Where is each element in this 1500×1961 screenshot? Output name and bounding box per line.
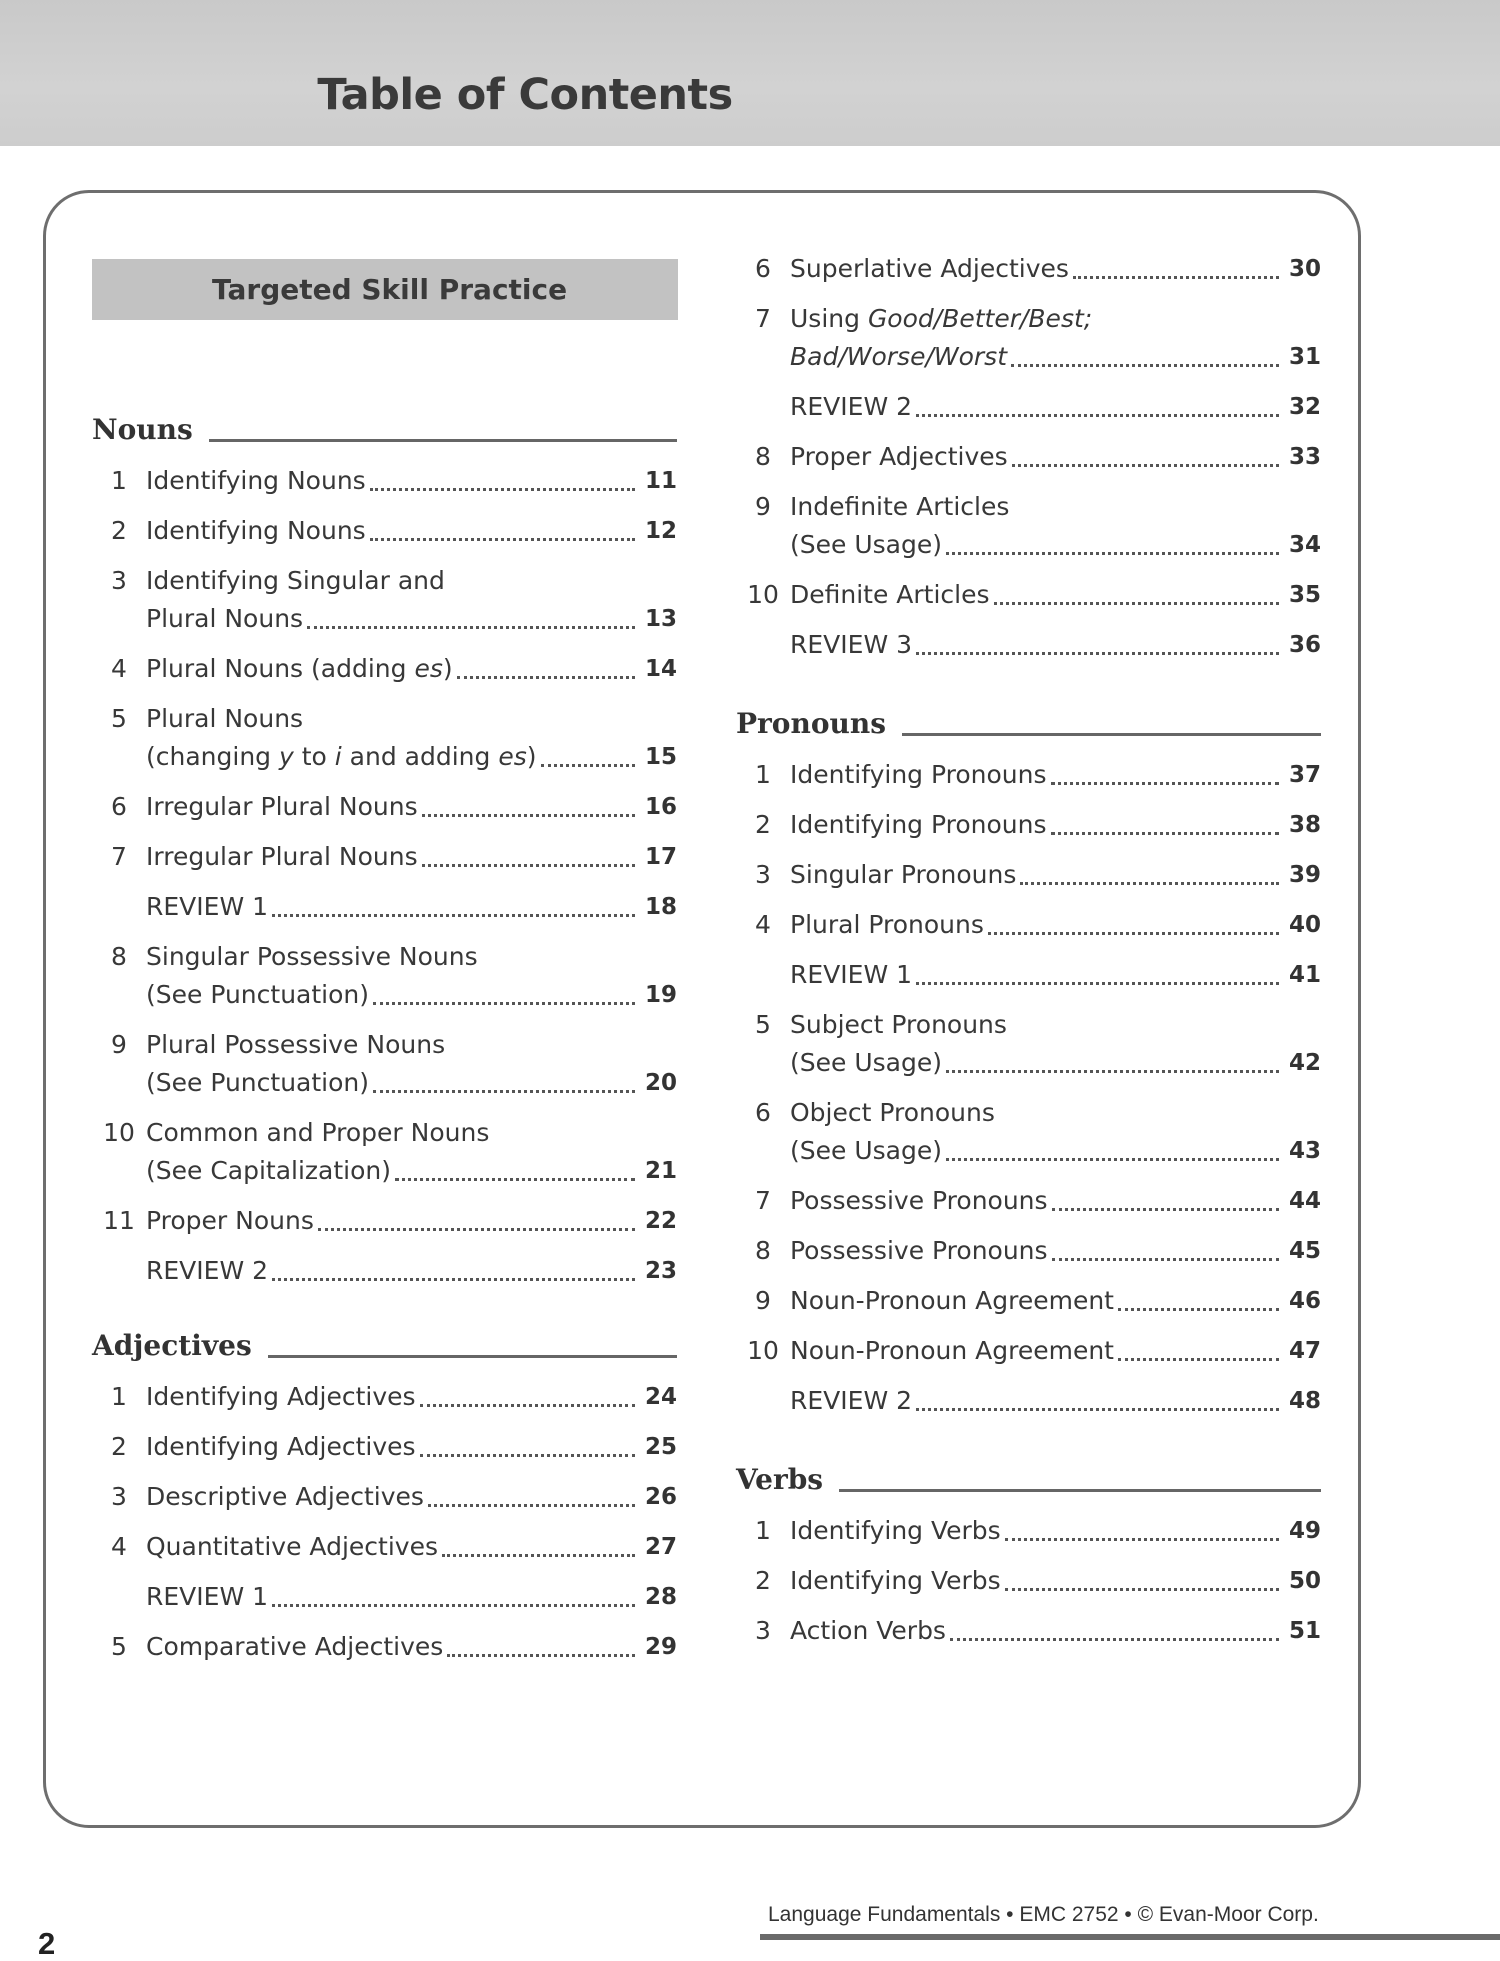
section-heading-nouns: Nouns [92, 392, 677, 444]
toc-entry[interactable]: 3 Action Verbs 51 [755, 1616, 1321, 1645]
toc-entry[interactable]: 1 Identifying Pronouns 37 [755, 760, 1321, 789]
toc-entry[interactable]: 11 Proper Nouns 22 [103, 1206, 677, 1235]
toc-entry[interactable]: 9 Indefinite Articles (See Usage) 34 [755, 492, 1321, 559]
section-banner: Targeted Skill Practice [92, 259, 678, 320]
toc-entry[interactable]: 1 Identifying Nouns 11 [111, 466, 677, 495]
toc-entry[interactable]: 6 Superlative Adjectives 30 [755, 254, 1321, 283]
page-title: Table of Contents [317, 70, 733, 120]
toc-entry[interactable]: 9 Noun-Pronoun Agreement 46 [755, 1286, 1321, 1315]
toc-entry[interactable]: 4 Plural Nouns (adding es) 14 [111, 654, 677, 683]
toc-entry-review[interactable]: REVIEW 1 41 [790, 960, 1321, 989]
toc-entry[interactable]: 5 Comparative Adjectives 29 [111, 1632, 677, 1661]
section-heading-pronouns: Pronouns [736, 686, 1321, 738]
toc-entry[interactable]: 8 Singular Possessive Nouns (See Punctuation) 19 [111, 942, 677, 1009]
toc-entry[interactable]: 3 Singular Pronouns 39 [755, 860, 1321, 889]
toc-entry[interactable]: 2 Identifying Pronouns 38 [755, 810, 1321, 839]
toc-entry[interactable]: 2 Identifying Adjectives 25 [111, 1432, 677, 1461]
toc-entry[interactable]: 4 Plural Pronouns 40 [755, 910, 1321, 939]
footer-credit: Language Fundamentals • EMC 2752 • © Evan-Moor Corp. [768, 1903, 1319, 1926]
toc-entry[interactable]: 3 Identifying Singular and Plural Nouns 13 [111, 566, 677, 633]
toc-entry[interactable]: 10 Definite Articles 35 [747, 580, 1321, 609]
toc-entry-review[interactable]: REVIEW 1 18 [146, 892, 677, 921]
toc-entry[interactable]: 2 Identifying Verbs 50 [755, 1566, 1321, 1595]
toc-entry[interactable]: 7 Using Good/Better/Best; Bad/Worse/Worst 31 [755, 304, 1321, 371]
footer-rule [760, 1934, 1500, 1940]
toc-entry[interactable]: 6 Irregular Plural Nouns 16 [111, 792, 677, 821]
toc-entry[interactable]: 4 Quantitative Adjectives 27 [111, 1532, 677, 1561]
toc-entry-review[interactable]: REVIEW 3 36 [790, 630, 1321, 659]
section-heading-verbs: Verbs [736, 1442, 1321, 1494]
toc-entry[interactable]: 8 Proper Adjectives 33 [755, 442, 1321, 471]
toc-entry-review[interactable]: REVIEW 1 28 [146, 1582, 677, 1611]
toc-entry[interactable]: 10 Common and Proper Nouns (See Capitalization) 21 [103, 1118, 677, 1185]
toc-entry[interactable]: 7 Possessive Pronouns 44 [755, 1186, 1321, 1215]
toc-entry[interactable]: 6 Object Pronouns (See Usage) 43 [755, 1098, 1321, 1165]
toc-entry-review[interactable]: REVIEW 2 48 [790, 1386, 1321, 1415]
toc-entry[interactable]: 10 Noun-Pronoun Agreement 47 [747, 1336, 1321, 1365]
right-column [736, 250, 1321, 1662]
toc-entry[interactable]: 1 Identifying Verbs 49 [755, 1516, 1321, 1545]
toc-entry[interactable]: 2 Identifying Nouns 12 [111, 516, 677, 545]
toc-entry[interactable]: 7 Irregular Plural Nouns 17 [111, 842, 677, 871]
toc-entry[interactable]: 1 Identifying Adjectives 24 [111, 1382, 677, 1411]
toc-entry[interactable]: 3 Descriptive Adjectives 26 [111, 1482, 677, 1511]
section-heading-adjectives: Adjectives [92, 1308, 677, 1360]
toc-entry[interactable]: 5 Subject Pronouns (See Usage) 42 [755, 1010, 1321, 1077]
toc-entry-review[interactable]: REVIEW 2 32 [790, 392, 1321, 421]
page-number: 2 [38, 1926, 56, 1961]
toc-entry[interactable]: 8 Possessive Pronouns 45 [755, 1236, 1321, 1265]
toc-entry-review[interactable]: REVIEW 2 23 [146, 1256, 677, 1285]
left-column [92, 259, 677, 1678]
toc-entry[interactable]: 5 Plural Nouns (changing y to i and adding es) 15 [111, 704, 677, 771]
toc-entry[interactable]: 9 Plural Possessive Nouns (See Punctuation) 20 [111, 1030, 677, 1097]
